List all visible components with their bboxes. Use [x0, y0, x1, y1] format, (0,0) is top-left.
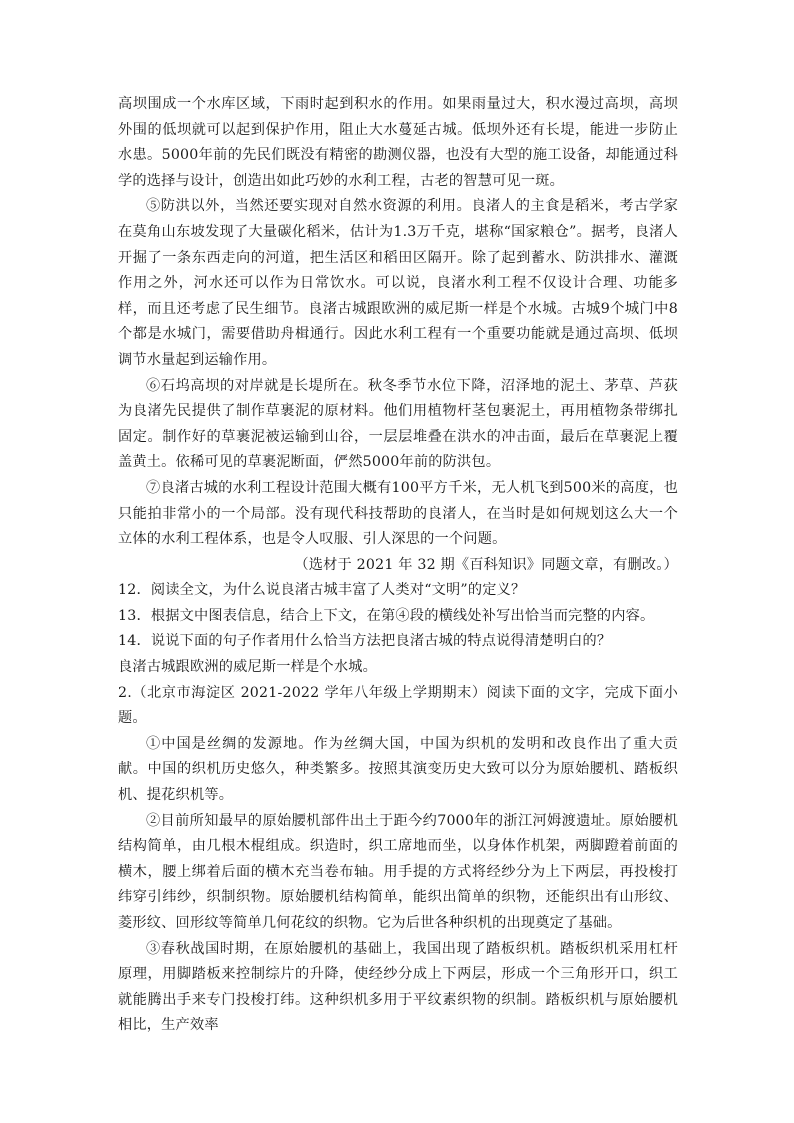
question-13: 13．根据文中图表信息，结合上下文，在第④段的横线处补写出恰当而完整的内容。 [118, 607, 655, 624]
section-2-heading: 2.（北京市海淀区 2021-2022 学年八年级上学期期末）阅读下面的文字，完成下面小题。 [118, 684, 678, 727]
source-citation: （选材于 2021 年 32 期《百科知识》同题文章，有删改。） [294, 556, 678, 573]
paragraph-5: ⑤防洪以外，当然还要实现对自然水资源的利用。良渚人的主食是稻米，考古学家在莫角山东坡发现了大量碳化稻米，估计为1.3万千克，堪称“国家粮仓”。据考，良渚人开掘了一条东西走向的河道，把生活区和稻田区隔开。除了起到蓄水、防洪排水、灌溉作用之外，河水还可以作为日常饮水。可以说，良渚水利工程不仅设计合理、功能多样，而且还考虑了民生细节。良渚古城跟欧洲的威尼斯一样是个水城。古城9个城门中8个都是水城门，需要借助舟楫通行。因此水利工程有一个重要功能就是通过高坝、低坝调节水量起到运输作用。 [118, 198, 678, 368]
question-14: 14．说说下面的句子作者用什么恰当方法把良渚古城的特点说得清楚明白的？ [118, 633, 612, 650]
section-2-paragraph-1: ①中国是丝绸的发源地。作为丝绸大国，中国为织机的发明和改良作出了重大贡献。中国的织机历史悠久，种类繁多。按照其演变历史大致可以分为原始腰机、踏板织机、提花织机等。 [118, 735, 678, 804]
paragraph-continuation: 高坝围成一个水库区域，下雨时起到积水的作用。如果雨量过大，积水漫过高坝，高坝外围的低坝就可以起到保护作用，阻止大水蔓延古城。低坝外还有长堤，能进一步防止水患。5000年前的先民们既没有精密的勘测仪器，也没有大型的施工设备，却能通过科学的选择与设计，创造出如此巧妙的水利工程，古老的智慧可见一斑。 [118, 96, 678, 189]
document-page [118, 92, 678, 1039]
question-14-sentence: 良渚古城跟欧洲的威尼斯一样是个水城。 [118, 659, 377, 676]
question-12: 12．阅读全文，为什么说良渚古城丰富了人类对“文明”的定义？ [118, 582, 526, 599]
section-2-paragraph-2: ②目前所知最早的原始腰机部件出土于距今约7000年的浙江河姆渡遗址。原始腰机结构简单，由几根木棍组成。织造时，织工席地而坐，以身体作机架，两脚蹬着前面的横木，腰上绑着后面的横木充当卷布轴。用手提的方式将经纱分为上下两层，再投梭打纬穿引纬纱，织制织物。原始腰机结构简单，能织出简单的织物，还能织出有山形纹、菱形纹、回形纹等简单几何花纹的织物。它为后世各种织机的出现奠定了基础。 [118, 812, 678, 931]
section-2-paragraph-3: ③春秋战国时期，在原始腰机的基础上，我国出现了踏板织机。踏板织机采用杠杆原理，用脚踏板来控制综片的升降，使经纱分成上下两层，形成一个三角形开口，织工就能腾出手来专门投梭打纬。这种织机多用于平纹素织物的织制。踏板织机与原始腰机相比，生产效率 [118, 940, 678, 1034]
paragraph-6: ⑥石坞高坝的对岸就是长堤所在。秋冬季节水位下降，沼泽地的泥土、茅草、芦荻为良渚先民提供了制作草裹泥的原材料。他们用植物杆茎包裹泥土，再用植物条带绑扎固定。制作好的草裹泥被运输到山谷，一层层堆叠在洪水的冲击面，最后在草裹泥上覆盖黄土。依稀可见的草裹泥断面，俨然5000年前的防洪包。 [118, 377, 678, 471]
paragraph-7: ⑦良渚古城的水利工程设计范围大概有100平方千米，无人机飞到500米的高度，也只能拍非常小的一个局部。没有现代科技帮助的良渚人，在当时是如何规划这么大一个立体的水利工程体系，也是令人叹服、引人深思的一个问题。 [118, 479, 678, 548]
